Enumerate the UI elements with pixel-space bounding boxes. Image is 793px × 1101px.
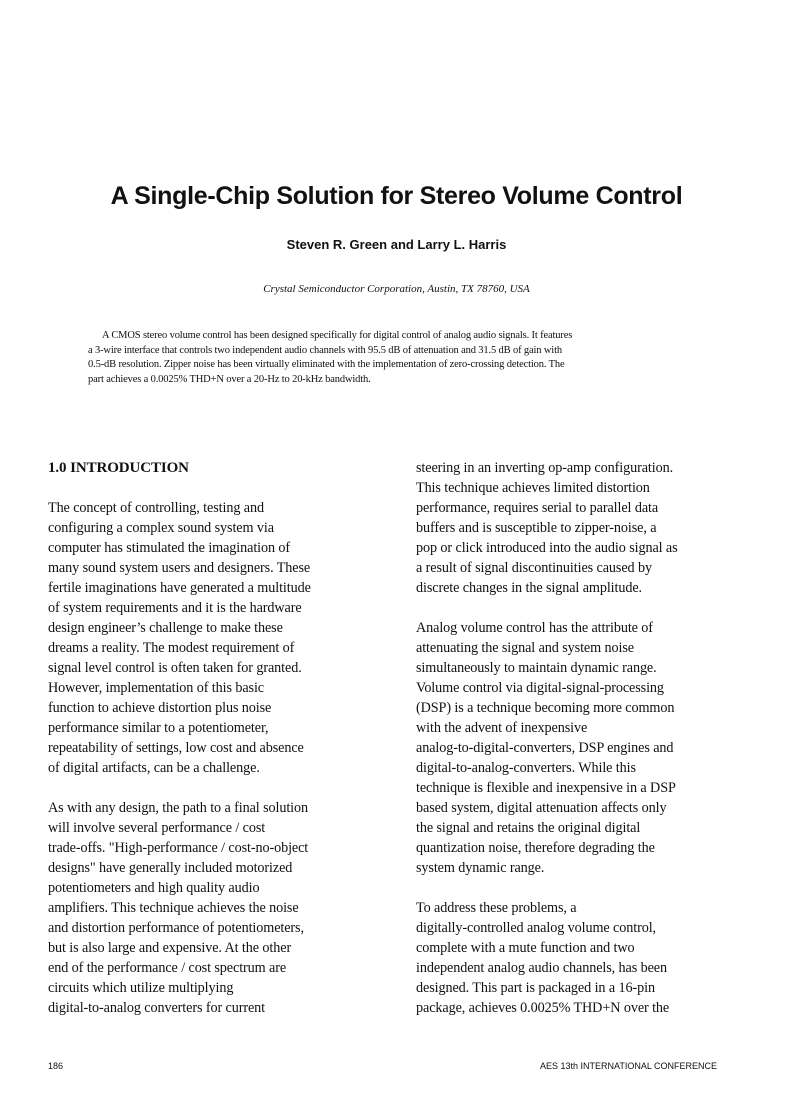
abstract-line: a 3-wire interface that controls two independent audio channels with 95.5 dB of attenuation and 31.5 dB of gain with	[88, 344, 562, 356]
paragraph	[416, 898, 746, 1018]
abstract-line: 0.5-dB resolution. Zipper noise has been virtually eliminated with the implementation of zero-crossing detection. The	[88, 359, 565, 370]
text-line: system dynamic range.	[416, 860, 545, 876]
paper-authors: Steven R. Green and Larry L. Harris	[286, 237, 507, 252]
right-column	[416, 458, 746, 1018]
text-line: based system, digital attenuation affects only	[416, 800, 667, 816]
text-line: designed. This part is packaged in a 16-pin	[416, 980, 655, 996]
text-line: The concept of controlling, testing and	[48, 500, 264, 516]
text-line: steering in an inverting op-amp configuration.	[416, 460, 674, 476]
text-line: repeatability of settings, low cost and absence	[48, 740, 304, 756]
abstract-line: A CMOS stereo volume control has been designed specifically for digital control of analog audio signals. It features	[102, 330, 573, 341]
text-line: of digital artifacts, can be a challenge.	[48, 760, 260, 776]
text-line: analog-to-digital-converters, DSP engines and	[416, 740, 674, 756]
paper-title: A Single-Chip Solution for Stereo Volume Control	[110, 182, 683, 210]
text-line: This technique achieves limited distortion	[416, 480, 650, 496]
text-line: signal level control is often taken for granted.	[48, 660, 302, 676]
text-line: the signal and retains the original digital	[416, 820, 641, 836]
author-affiliation: Crystal Semiconductor Corporation, Austin, TX 78760, USA	[263, 283, 530, 295]
text-line: buffers and is susceptible to zipper-noise, a	[416, 520, 657, 536]
text-line: technique is flexible and inexpensive in a DSP	[416, 780, 676, 796]
text-line: (DSP) is a technique becoming more common	[416, 700, 675, 716]
text-line: configuring a complex sound system via	[48, 520, 274, 536]
text-line: but is also large and expensive. At the other	[48, 940, 292, 956]
text-line: a result of signal discontinuities caused by	[416, 560, 652, 576]
text-line: Analog volume control has the attribute of	[416, 620, 653, 636]
text-line: As with any design, the path to a final solution	[48, 800, 308, 816]
section-heading: 1.0 INTRODUCTION	[48, 460, 189, 476]
text-line: independent analog audio channels, has been	[416, 960, 667, 976]
text-line: computer has stimulated the imagination of	[48, 540, 291, 556]
text-line: attenuating the signal and system noise	[416, 640, 634, 656]
text-line: potentiometers and high quality audio	[48, 880, 260, 896]
text-line: simultaneously to maintain dynamic range.	[416, 660, 657, 676]
text-line: end of the performance / cost spectrum are	[48, 960, 287, 976]
text-line: digital-to-analog-converters. While this	[416, 760, 636, 776]
paragraph	[416, 458, 746, 598]
text-line: performance, requires serial to parallel data	[416, 500, 659, 516]
text-line: performance similar to a potentiometer,	[48, 720, 269, 736]
text-line: package, achieves 0.0025% THD+N over the	[416, 1000, 670, 1016]
text-line: with the advent of inexpensive	[416, 720, 588, 736]
text-line: and distortion performance of potentiometers,	[48, 920, 304, 936]
text-line: pop or click introduced into the audio signal as	[416, 540, 678, 556]
text-line: dreams a reality. The modest requirement of	[48, 640, 295, 656]
text-line: digitally-controlled analog volume control,	[416, 920, 656, 936]
text-line: fertile imaginations have generated a multitude	[48, 580, 311, 596]
abstract-line: part achieves a 0.0025% THD+N over a 20-Hz to 20-kHz bandwidth.	[88, 373, 371, 385]
text-line: design engineer’s challenge to make these	[48, 620, 283, 636]
text-line: discrete changes in the signal amplitude.	[416, 580, 642, 596]
page-number: 186	[48, 1061, 64, 1071]
left-column	[48, 458, 378, 1018]
text-line: many sound system users and designers. These	[48, 560, 311, 576]
text-line: designs" have generally included motorized	[48, 860, 293, 876]
text-line: Volume control via digital-signal-processing	[416, 680, 664, 696]
abstract	[88, 329, 700, 387]
text-line: circuits which utilize multiplying	[48, 980, 234, 996]
text-line: To address these problems, a	[416, 900, 577, 916]
paragraph	[48, 798, 378, 1018]
text-line: of system requirements and it is the hardware	[48, 600, 302, 616]
text-line: function to achieve distortion plus noise	[48, 700, 272, 716]
text-line: However, implementation of this basic	[48, 680, 264, 696]
text-line: trade-offs. "High-performance / cost-no-object	[48, 840, 309, 856]
text-line: will involve several performance / cost	[48, 820, 266, 836]
text-line: complete with a mute function and two	[416, 940, 635, 956]
paragraph	[48, 498, 378, 778]
paragraph	[416, 618, 746, 878]
text-line: amplifiers. This technique achieves the noise	[48, 900, 299, 916]
conference-name: AES 13th INTERNATIONAL CONFERENCE	[540, 1061, 718, 1071]
text-line: digital-to-analog converters for current	[48, 1000, 265, 1016]
text-line: quantization noise, therefore degrading the	[416, 840, 655, 856]
